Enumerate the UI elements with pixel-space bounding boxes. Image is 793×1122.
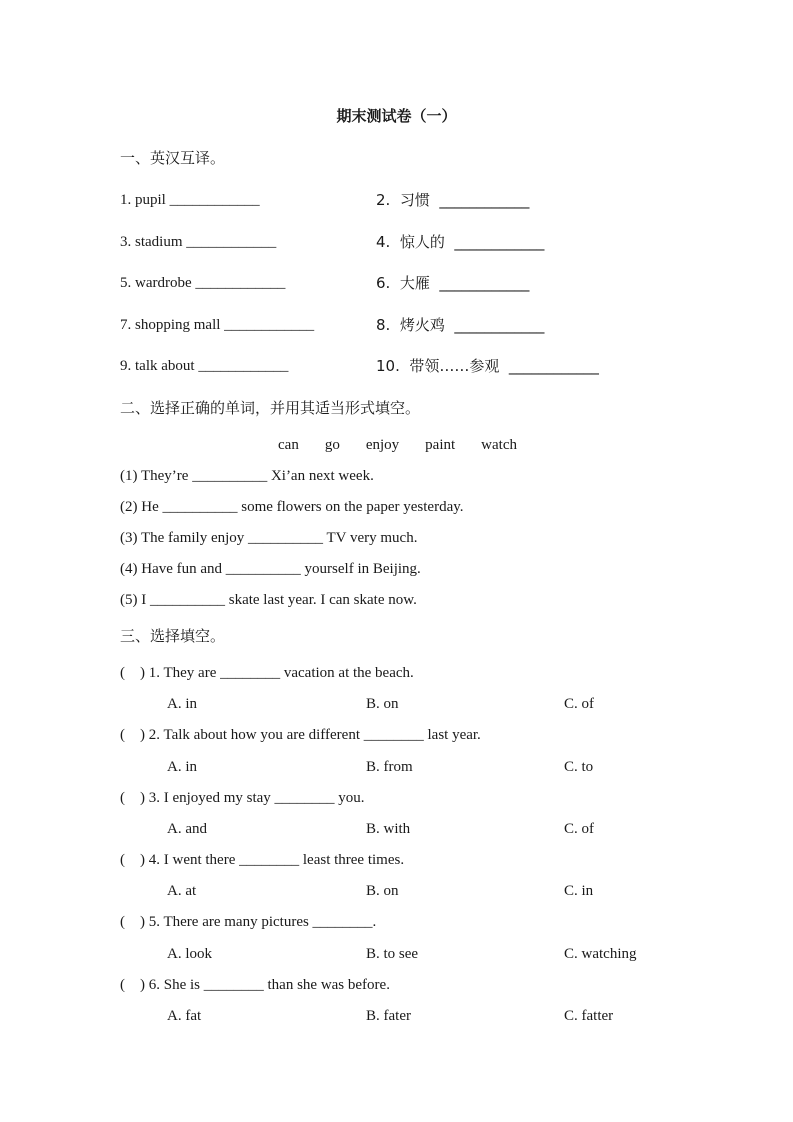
option-c: C. fatter <box>564 1008 614 1025</box>
section1-heading: 一、英汉互译。 <box>120 149 226 167</box>
word-bank-item: enjoy <box>365 436 400 453</box>
translation-item: 1. pupil ____________ <box>120 192 260 208</box>
question-text: ( ) 2. Talk about how you are different ________ last year. <box>120 727 481 744</box>
option-c: C. of <box>564 696 594 713</box>
translation-item: 2. 习惯 ____________ <box>376 191 530 209</box>
option-a: A. and <box>167 820 207 837</box>
page-title: 期末测试卷（一） <box>336 107 457 125</box>
option-c: C. to <box>564 758 594 775</box>
question-text: ( ) 5. There are many pictures ________. <box>120 914 377 931</box>
question-text: ( ) 3. I enjoyed my stay ________ you. <box>120 789 365 806</box>
option-a: A. look <box>167 945 212 962</box>
section3-heading: 三、选择填空。 <box>120 626 226 645</box>
fill-sentence: (2) He __________ some flowers on the paper yesterday. <box>120 498 464 515</box>
word-bank <box>120 435 680 466</box>
fill-sentence: (5) I __________ skate last year. I can skate now. <box>120 591 417 608</box>
fill-sentence: (1) They’re __________ Xi’an next week. <box>120 467 374 484</box>
fill-sentence: (4) Have fun and __________ yourself in Beijing. <box>120 560 421 577</box>
fill-sentence: (3) The family enjoy __________ TV very much. <box>120 529 418 546</box>
question-text: ( ) 6. She is ________ than she was before. <box>120 976 390 993</box>
word-bank-item: watch <box>481 436 517 453</box>
options-row <box>120 944 680 975</box>
option-c: C. watching <box>564 945 637 962</box>
translation-item: 3. stadium ____________ <box>120 233 277 250</box>
translation-item: 10. 带领……参观 ____________ <box>376 357 599 376</box>
translation-item: 5. wardrobe ____________ <box>120 275 286 292</box>
option-b: B. fater <box>366 1008 411 1025</box>
options-row <box>120 1006 680 1037</box>
option-b: B. on <box>366 883 399 900</box>
option-b: B. with <box>366 820 411 837</box>
option-b: B. on <box>366 696 399 713</box>
translation-grid <box>120 190 680 398</box>
option-c: C. in <box>564 883 594 900</box>
option-b: B. to see <box>366 945 419 962</box>
option-c: C. of <box>564 820 594 837</box>
question-text: ( ) 4. I went there ________ least three times. <box>120 852 405 869</box>
translation-item: 7. shopping mall ____________ <box>120 316 315 333</box>
word-bank-item: can <box>278 436 299 453</box>
option-b: B. from <box>366 758 413 775</box>
option-a: A. fat <box>167 1008 202 1025</box>
option-a: A. at <box>167 883 197 900</box>
translation-item: 9. talk about ____________ <box>120 358 289 375</box>
question-text: ( ) 1. They are ________ vacation at the beach. <box>120 664 414 681</box>
translation-item: 8. 烤火鸡 ____________ <box>376 315 545 334</box>
options-row <box>120 819 680 850</box>
section2-heading: 二、选择正确的单词，并用其适当形式填空。 <box>120 398 421 417</box>
options-row <box>120 881 680 912</box>
options-row <box>120 757 680 788</box>
translation-item: 4. 惊人的 ____________ <box>376 232 545 251</box>
option-a: A. in <box>167 758 197 775</box>
option-a: A. in <box>167 696 197 713</box>
word-bank-item: paint <box>425 436 456 453</box>
options-row <box>120 694 680 725</box>
word-bank-item: go <box>324 436 340 453</box>
translation-item: 6. 大雁 ____________ <box>376 274 530 293</box>
